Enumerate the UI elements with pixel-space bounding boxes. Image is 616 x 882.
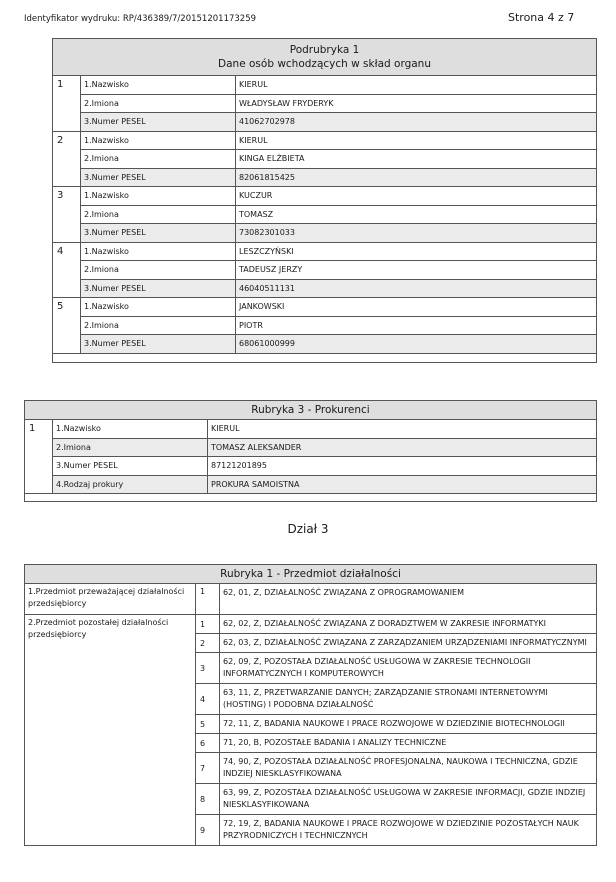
field-label: 3.Numer PESEL (81, 224, 236, 243)
activity-number: 2 (196, 634, 220, 653)
activity-row (25, 615, 597, 634)
activity-number: 7 (196, 753, 220, 784)
field-value: WŁADYSŁAW FRYDERYK (236, 94, 597, 113)
field-label: 3.Numer PESEL (81, 113, 236, 132)
field-value: PROKURA SAMOISTNA (208, 475, 597, 494)
field-value: JANKOWSKI (236, 298, 597, 317)
person-row (53, 279, 597, 298)
activity-number: 6 (196, 734, 220, 753)
activity-number: 5 (196, 715, 220, 734)
proxy-row (25, 438, 597, 457)
field-value: KIERUL (208, 420, 597, 439)
field-value: KIERUL (236, 131, 597, 150)
field-label: 1.Nazwisko (81, 298, 236, 317)
field-label: 1.Nazwisko (81, 131, 236, 150)
activity-header: Rubryka 1 - Przedmiot działalności (25, 565, 597, 584)
subrubric-subtitle: Dane osób wchodzących w skład organu (218, 58, 431, 70)
person-number: 1 (53, 76, 81, 132)
activity-number: 3 (196, 653, 220, 684)
persons-body (53, 76, 597, 354)
person-row (53, 76, 597, 95)
field-value: LESZCZYŃSKI (236, 242, 597, 261)
person-row (53, 335, 597, 354)
table-footer-row (53, 353, 597, 362)
field-value: KINGA ELŻBIETA (236, 150, 597, 169)
main-activity-label: 1.Przedmiot przeważającej działalności przedsiębiorcy (25, 584, 196, 615)
main-activity-row (25, 584, 597, 615)
field-value: TADEUSZ JERZY (236, 261, 597, 280)
activity-number: 4 (196, 684, 220, 715)
field-value: PIOTR (236, 316, 597, 335)
person-row (53, 224, 597, 243)
activity-value: 74, 90, Z, POZOSTAŁA DZIAŁALNOŚĆ PROFESJONALNA, NAUKOWA I TECHNICZNA, GDZIE INDZIEJ NIESKLASYFIKOWANA (220, 753, 597, 784)
person-row (53, 168, 597, 187)
field-label: 1.Nazwisko (81, 76, 236, 95)
activity-value: 62, 03, Z, DZIAŁALNOŚĆ ZWIĄZANA Z ZARZĄDZANIEM URZĄDZENIAMI INFORMATYCZNYMI (220, 634, 597, 653)
field-label: 2.Imiona (53, 438, 208, 457)
proxy-row (25, 457, 597, 476)
person-number: 2 (53, 131, 81, 187)
field-label: 1.Nazwisko (81, 242, 236, 261)
subrubric-persons-table (52, 38, 597, 363)
activity-number: 1 (196, 615, 220, 634)
person-row (53, 316, 597, 335)
field-label: 3.Numer PESEL (81, 279, 236, 298)
subrubric-header (53, 39, 597, 76)
other-activity-label: 2.Przedmiot pozostałej działalności przedsiębiorcy (25, 615, 196, 846)
field-value: KUCZUR (236, 187, 597, 206)
field-label: 3.Numer PESEL (81, 168, 236, 187)
field-value: 87121201895 (208, 457, 597, 476)
field-label: 2.Imiona (81, 261, 236, 280)
field-label: 3.Numer PESEL (53, 457, 208, 476)
activity-value: 62, 02, Z, DZIAŁALNOŚĆ ZWIĄZANA Z DORADZTWEM W ZAKRESIE INFORMATYKI (220, 615, 597, 634)
activity-number: 8 (196, 784, 220, 815)
person-row (53, 261, 597, 280)
proxy-row (25, 420, 597, 439)
field-value: 41062702978 (236, 113, 597, 132)
field-value: 68061000999 (236, 335, 597, 354)
proxy-number: 1 (25, 420, 53, 494)
person-number: 4 (53, 242, 81, 298)
activity-value: 72, 11, Z, BADANIA NAUKOWE I PRACE ROZWOJOWE W DZIEDZINIE BIOTECHNOLOGII (220, 715, 597, 734)
field-label: 4.Rodzaj prokury (53, 475, 208, 494)
field-value: 46040511131 (236, 279, 597, 298)
person-row (53, 187, 597, 206)
person-row (53, 298, 597, 317)
field-value: KIERUL (236, 76, 597, 95)
person-row (53, 113, 597, 132)
proxy-table (24, 400, 597, 502)
activity-number: 9 (196, 815, 220, 846)
field-value: 73082301033 (236, 224, 597, 243)
person-row (53, 205, 597, 224)
field-label: 2.Imiona (81, 94, 236, 113)
print-identifier: Identyfikator wydruku: RP/436389/7/20151201173259 (24, 14, 257, 24)
activity-table (24, 564, 597, 846)
person-row (53, 94, 597, 113)
person-number: 3 (53, 187, 81, 243)
activity-value: 63, 11, Z, PRZETWARZANIE DANYCH; ZARZĄDZANIE STRONAMI INTERNETOWYMI (HOSTING) I PODOBNA DZIAŁALNOŚĆ (220, 684, 597, 715)
proxy-header: Rubryka 3 - Prokurenci (25, 401, 597, 420)
field-label: 1.Nazwisko (81, 187, 236, 206)
person-row (53, 131, 597, 150)
activity-value: 62, 09, Z, POZOSTAŁA DZIAŁALNOŚĆ USŁUGOWA W ZAKRESIE TECHNOLOGII INFORMATYCZNYCH I KOMPUTEROWYCH (220, 653, 597, 684)
field-value: TOMASZ (236, 205, 597, 224)
activity-value: 71, 20, B, POZOSTAŁE BADANIA I ANALIZY TECHNICZNE (220, 734, 597, 753)
person-number: 5 (53, 298, 81, 354)
field-label: 1.Nazwisko (53, 420, 208, 439)
subrubric-title: Podrubryka 1 (289, 44, 360, 56)
section-title: Dział 3 (287, 522, 329, 536)
field-label: 3.Numer PESEL (81, 335, 236, 354)
proxy-row (25, 475, 597, 494)
person-row (53, 242, 597, 261)
proxy-body (25, 420, 597, 494)
field-label: 2.Imiona (81, 205, 236, 224)
activity-value: 72, 19, Z, BADANIA NAUKOWE I PRACE ROZWOJOWE W DZIEDZINIE POZOSTAŁYCH NAUK PRZYRODNICZYCH I TECHNICZNYCH (220, 815, 597, 846)
proxy-footer-row (25, 494, 597, 502)
page-number: Strona 4 z 7 (508, 11, 575, 24)
person-row (53, 150, 597, 169)
main-activity-number: 1 (196, 584, 220, 615)
field-label: 2.Imiona (81, 316, 236, 335)
main-activity-value: 62, 01, Z, DZIAŁALNOŚĆ ZWIĄZANA Z OPROGRAMOWANIEM (220, 584, 597, 615)
other-activity-body (25, 615, 597, 846)
field-value: 82061815425 (236, 168, 597, 187)
field-value: TOMASZ ALEKSANDER (208, 438, 597, 457)
field-label: 2.Imiona (81, 150, 236, 169)
activity-value: 63, 99, Z, POZOSTAŁA DZIAŁALNOŚĆ USŁUGOWA W ZAKRESIE INFORMACJI, GDZIE INDZIEJ NIESKLASYFIKOWANA (220, 784, 597, 815)
